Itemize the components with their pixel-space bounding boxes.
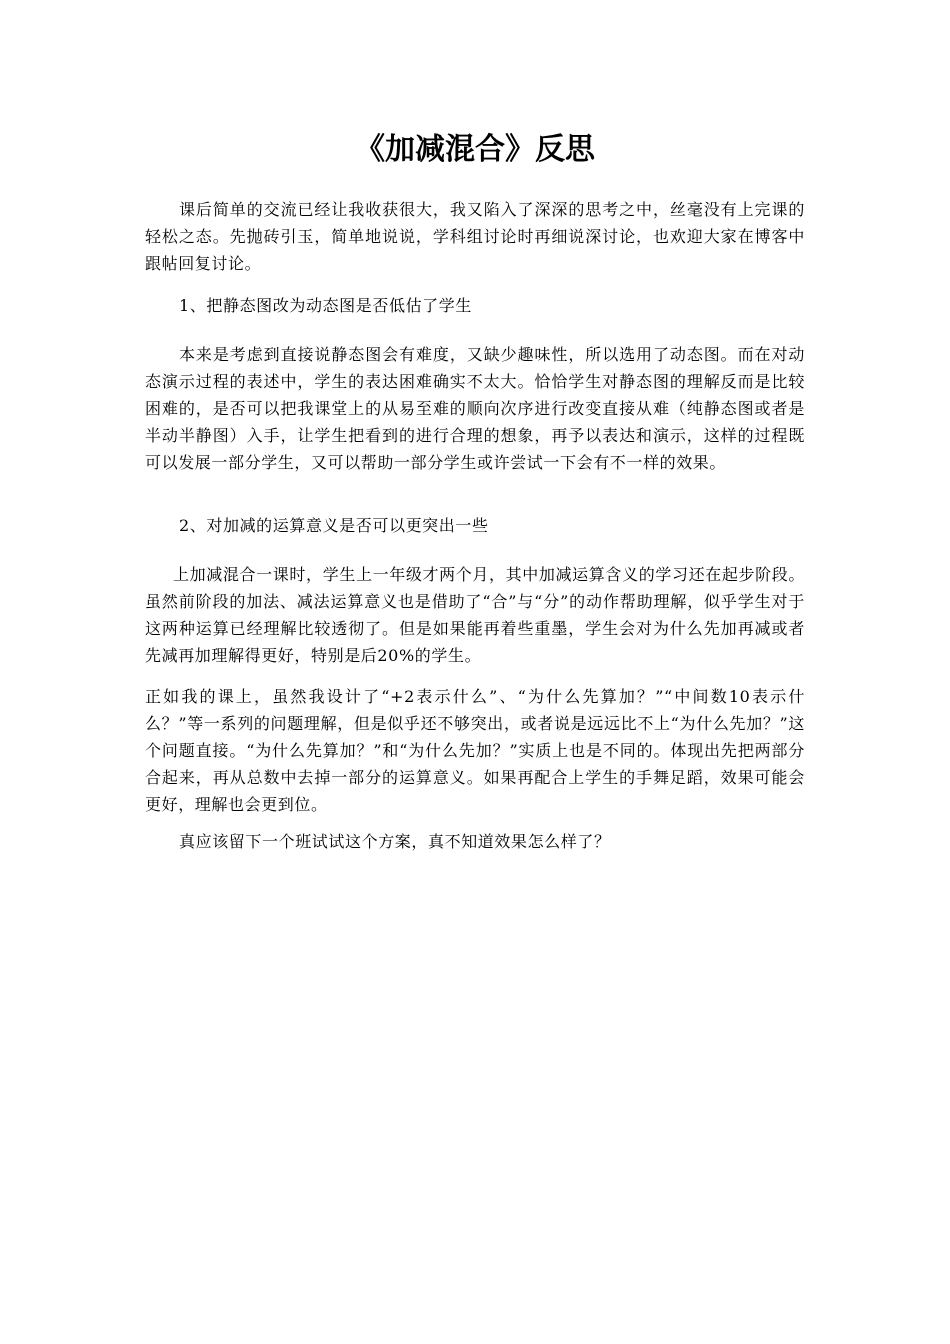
paragraph-section-2a: 上加减混合一课时，学生上一年级才两个月，其中加减运算含义的学习还在起步阶段。虽然前阶段的加法、减法运算意义也是借助了“合”与“分”的动作帮助理解，似乎学生对于这两种运算已经理解比较透彻了。但是如果能再着些重墨，学生会对为什么先加再减或者先减再加理解得更好，特别是后20%的学生。 (145, 565, 805, 665)
paragraph-intro: 课后简单的交流已经让我收获很大，我又陷入了深深的思考之中，丝毫没有上完课的轻松之态。先抛砖引玉，简单地说说，学科组讨论时再细说深讨论，也欢迎大家在博客中跟帖回复讨论。 (145, 200, 805, 273)
document-title: 《加减混合》反思 (355, 132, 595, 167)
paragraph-section-2b: 正如我的课上，虽然我设计了“+2表示什么”、“为什么先算加？”“中间数10表示什么？”等一系列的问题理解，但是似乎还不够突出，或者说是远远比不上“为什么先加？”这个问题直接。“为什么先算加？”和“为什么先加？”实质上也是不同的。体现出先把两部分合起来，再从总数中去掉一部分的运算意义。如果再配合上学生的手舞足蹈，效果可能会更好，理解也会更到位。 (145, 687, 805, 814)
section-heading-1: 1、把静态图改为动态图是否低估了学生 (179, 296, 472, 315)
paragraph-closing: 真应该留下一个班试试这个方案，真不知道效果怎么样了？ (179, 832, 611, 851)
section-heading-2: 2、对加减的运算意义是否可以更突出一些 (179, 516, 489, 535)
paragraph-section-1: 本来是考虑到直接说静态图会有难度，又缺少趣味性，所以选用了动态图。而在对动态演示过程的表述中，学生的表达困难确实不太大。恰恰学生对静态图的理解反而是比较困难的，是否可以把我课堂上的从易至难的顺向次序进行改变直接从难（纯静态图或者是半动半静图）入手，让学生把看到的进行合理的想象，再予以表达和演示，这样的过程既可以发展一部分学生，又可以帮助一部分学生或许尝试一下会有不一样的效果。 (145, 345, 805, 472)
